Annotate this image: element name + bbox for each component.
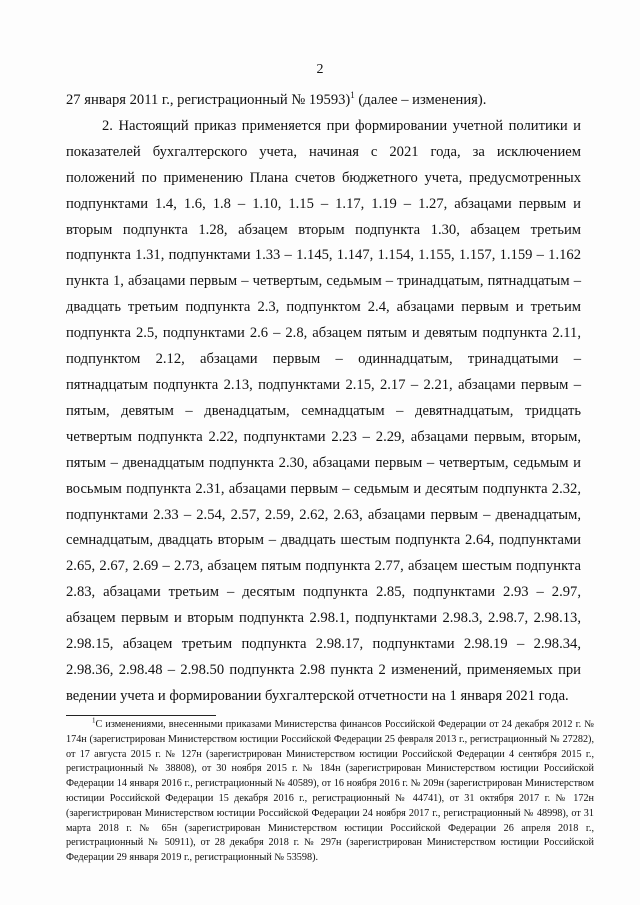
footnote bbox=[66, 718, 594, 866]
footnote-marker: 1 bbox=[92, 716, 96, 725]
page-number: 2 bbox=[316, 62, 324, 77]
paragraph-2: 2. Настоящий приказ применяется при формировании учетной политики и показателей бухгалтерского учета, начиная с 2021 года, за исключением положений по применению Плана счетов бюджетного учета, предусмотренных подпунктами 1.4, 1.6, 1.8 – 1.10, 1.15 – 1.17, 1.19 – 1.27, абзацами первым и вторым подпункта 1.28, абзацем вторым подпункта 1.30, абзацем третьим подпункта 1.31, подпунктами 1.33 – 1.145, 1.147, 1.154, 1.155, 1.157, 1.159 – 1.162 пункта 1, абзацами первым – четвертым, седьмым – тринадцатым, пятнадцатым – двадцать третьим подпункта 2.3, подпунктом 2.4, абзацами первым и третьим подпункта 2.5, подпунктами 2.6 – 2.8, абзацем пятым и девятым подпункта 2.11, подпунктом 2.12, абзацами первым – одиннадцатым, тринадцатыми – пятнадцатым подпункта 2.13, подпунктами 2.15, 2.17 – 2.21, абзацами первым – пятым, девятым – двенадцатым, семнадцатым – девятнадцатым, тридцать четвертым подпункта 2.22, подпунктами 2.23 – 2.29, абзацами первым, вторым, пятым – двенадцатым подпункта 2.30, абзацами первым – четвертым, седьмым и восьмым подпункта 2.31, абзацами первым – седьмым и десятым подпункта 2.32, подпунктами 2.33 – 2.54, 2.57, 2.59, 2.62, 2.63, абзацами первым – двенадцатым, семнадцатым, двадцать вторым – двадцать шестым подпункта 2.64, подпунктами 2.65, 2.67, 2.69 – 2.73, абзацем пятым подпункта 2.77, абзацем шестым подпункта 2.83, абзацами третьим – десятым подпункта 2.85, подпунктами 2.93 – 2.97, абзацем первым и вторым подпункта 2.98.1, подпунктами 2.98.3, 2.98.7, 2.98.13, 2.98.15, абзацем третьим подпункта 2.98.17, подпунктами 2.98.19 – 2.98.34, 2.98.36, 2.98.48 – 2.98.50 подпункта 2.98 пункта 2 изменений, применяемых при ведении учета и формировании бухгалтерской отчетности на 1 января 2021 года. bbox=[66, 117, 581, 704]
paragraph-1-text: 27 января 2011 г., регистрационный № 19593) bbox=[66, 92, 351, 108]
footnote-text: С изменениями, внесенными приказами Министерства финансов Российской Федерации от 24 декабря 2012 г. № 174н (зарегистрирован Министерством юстиции Российской Федерации 25 февраля 2013 г., регистрационный № 27282), от 17 августа 2015 г. № 127н (зарегистрирован Министерством юстиции Российской Федерации 4 сентября 2015 г., регистрационный № 38808), от 30 ноября 2015 г. № 184н (зарегистрирован Министерством юстиции Российской Федерации 14 января 2016 г., регистрационный № 40589), от 16 ноября 2016 г. № 209н (зарегистрирован Министерством юстиции Российской Федерации 15 декабря 2016 г., регистрационный № 44741), от 31 октября 2017 г. № 172н (зарегистрирован Министерством юстиции Российской Федерации 24 ноября 2017 г., регистрационный № 48998), от 31 марта 2018 г. № 65н (зарегистрирован Министерством юстиции Российской Федерации 26 апреля 2018 г., регистрационный № 50911), от 28 декабря 2018 г. № 297н (зарегистрирован Министерством юстиции Российской Федерации 29 января 2019 г., регистрационный № 53598). bbox=[66, 719, 594, 864]
paragraph-continuation bbox=[66, 88, 581, 114]
paragraph-1-tail: (далее – изменения). bbox=[354, 92, 487, 108]
document-body bbox=[66, 88, 581, 710]
footnote-separator bbox=[66, 715, 216, 716]
footnote-reference: 1 bbox=[350, 90, 355, 101]
